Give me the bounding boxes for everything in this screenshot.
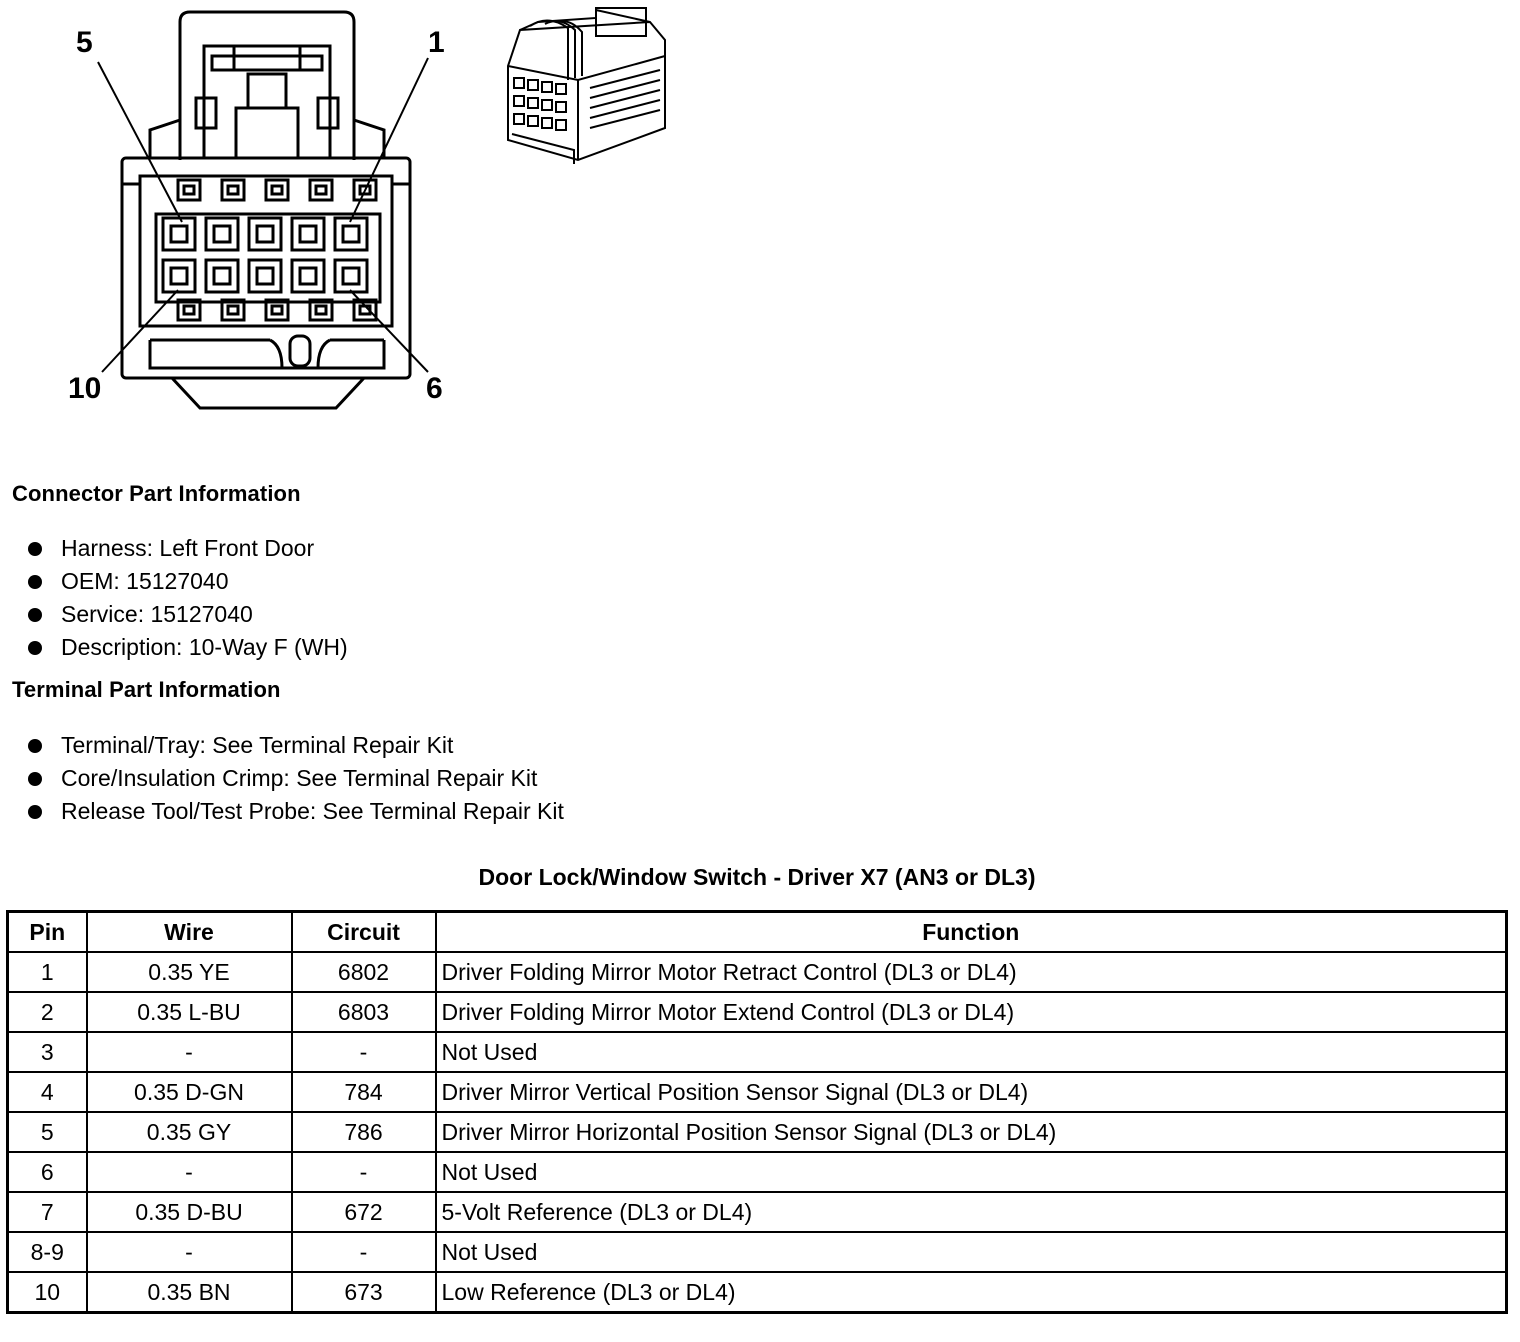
bullet-icon — [28, 641, 42, 655]
list-item: OEM: 15127040 — [28, 565, 348, 598]
function-cell: Driver Folding Mirror Motor Retract Control (DL3 or DL4) — [436, 952, 1507, 992]
pin-cell: 10 — [8, 1272, 87, 1313]
wire-cell: - — [87, 1152, 292, 1192]
bullet-icon — [28, 772, 42, 786]
connector-info-heading: Connector Part Information — [12, 481, 301, 506]
table-row — [8, 1112, 1507, 1152]
table-row — [8, 952, 1507, 992]
table-row — [8, 1192, 1507, 1232]
wire-cell: 0.35 BN — [87, 1272, 292, 1313]
pin-label-5: 5 — [76, 26, 93, 59]
function-cell: Not Used — [436, 1232, 1507, 1272]
wire-cell: 0.35 YE — [87, 952, 292, 992]
pin-cell: 7 — [8, 1192, 87, 1232]
pin-cell: 6 — [8, 1152, 87, 1192]
wire-cell: 0.35 D-GN — [87, 1072, 292, 1112]
table-row — [8, 992, 1507, 1032]
table-row — [8, 1072, 1507, 1112]
wire-cell: - — [87, 1032, 292, 1072]
pin-cell: 4 — [8, 1072, 87, 1112]
pin-cell: 3 — [8, 1032, 87, 1072]
terminal-info-list — [28, 729, 564, 828]
pin-cell: 1 — [8, 952, 87, 992]
function-cell: Not Used — [436, 1032, 1507, 1072]
connector-isometric-view — [508, 8, 665, 164]
circuit-cell: 6802 — [292, 952, 436, 992]
connector-latch-housing — [150, 12, 384, 160]
column-header-wire: Wire — [87, 912, 292, 953]
connector-diagram — [0, 0, 720, 420]
circuit-cell: 786 — [292, 1112, 436, 1152]
function-cell: Driver Folding Mirror Motor Extend Control (DL3 or DL4) — [436, 992, 1507, 1032]
function-cell: Driver Mirror Horizontal Position Sensor Signal (DL3 or DL4) — [436, 1112, 1507, 1152]
circuit-cell: 673 — [292, 1272, 436, 1313]
table-row — [8, 1032, 1507, 1072]
wire-cell: - — [87, 1232, 292, 1272]
wire-cell: 0.35 L-BU — [87, 992, 292, 1032]
list-item: Release Tool/Test Probe: See Terminal Repair Kit — [28, 795, 564, 828]
circuit-cell: 672 — [292, 1192, 436, 1232]
pin-cell: 5 — [8, 1112, 87, 1152]
function-cell: Low Reference (DL3 or DL4) — [436, 1272, 1507, 1313]
function-cell: 5-Volt Reference (DL3 or DL4) — [436, 1192, 1507, 1232]
pin-cell: 2 — [8, 992, 87, 1032]
circuit-cell: 6803 — [292, 992, 436, 1032]
circuit-cell: - — [292, 1232, 436, 1272]
column-header-function: Function — [436, 912, 1507, 953]
pinout-table — [6, 910, 1508, 1314]
upper-locking-tabs — [178, 180, 376, 200]
list-item: Terminal/Tray: See Terminal Repair Kit — [28, 729, 564, 762]
list-item: Description: 10-Way F (WH) — [28, 631, 348, 664]
bullet-icon — [28, 805, 42, 819]
list-item: Service: 15127040 — [28, 598, 348, 631]
bullet-icon — [28, 542, 42, 556]
circuit-cell: - — [292, 1032, 436, 1072]
function-cell: Not Used — [436, 1152, 1507, 1192]
wire-cell: 0.35 GY — [87, 1112, 292, 1152]
pinout-table-title: Door Lock/Window Switch - Driver X7 (AN3 or DL3) — [478, 864, 1036, 890]
connector-info-list — [28, 532, 348, 664]
pin-label-6: 6 — [426, 372, 443, 405]
bullet-icon — [28, 739, 42, 753]
bullet-icon — [28, 608, 42, 622]
circuit-cell: - — [292, 1152, 436, 1192]
terminal-cavities — [163, 218, 367, 292]
terminal-info-heading: Terminal Part Information — [12, 677, 281, 702]
table-header-row — [8, 912, 1507, 953]
function-cell: Driver Mirror Vertical Position Sensor Signal (DL3 or DL4) — [436, 1072, 1507, 1112]
table-row — [8, 1152, 1507, 1192]
wire-cell: 0.35 D-BU — [87, 1192, 292, 1232]
pin-label-10: 10 — [68, 372, 102, 405]
list-item: Harness: Left Front Door — [28, 532, 348, 565]
table-row — [8, 1272, 1507, 1313]
table-row — [8, 1232, 1507, 1272]
column-header-circuit: Circuit — [292, 912, 436, 953]
column-header-pin: Pin — [8, 912, 87, 953]
circuit-cell: 784 — [292, 1072, 436, 1112]
list-item: Core/Insulation Crimp: See Terminal Repair Kit — [28, 762, 564, 795]
pin-label-1: 1 — [428, 26, 445, 59]
bullet-icon — [28, 575, 42, 589]
pin-cell: 8-9 — [8, 1232, 87, 1272]
